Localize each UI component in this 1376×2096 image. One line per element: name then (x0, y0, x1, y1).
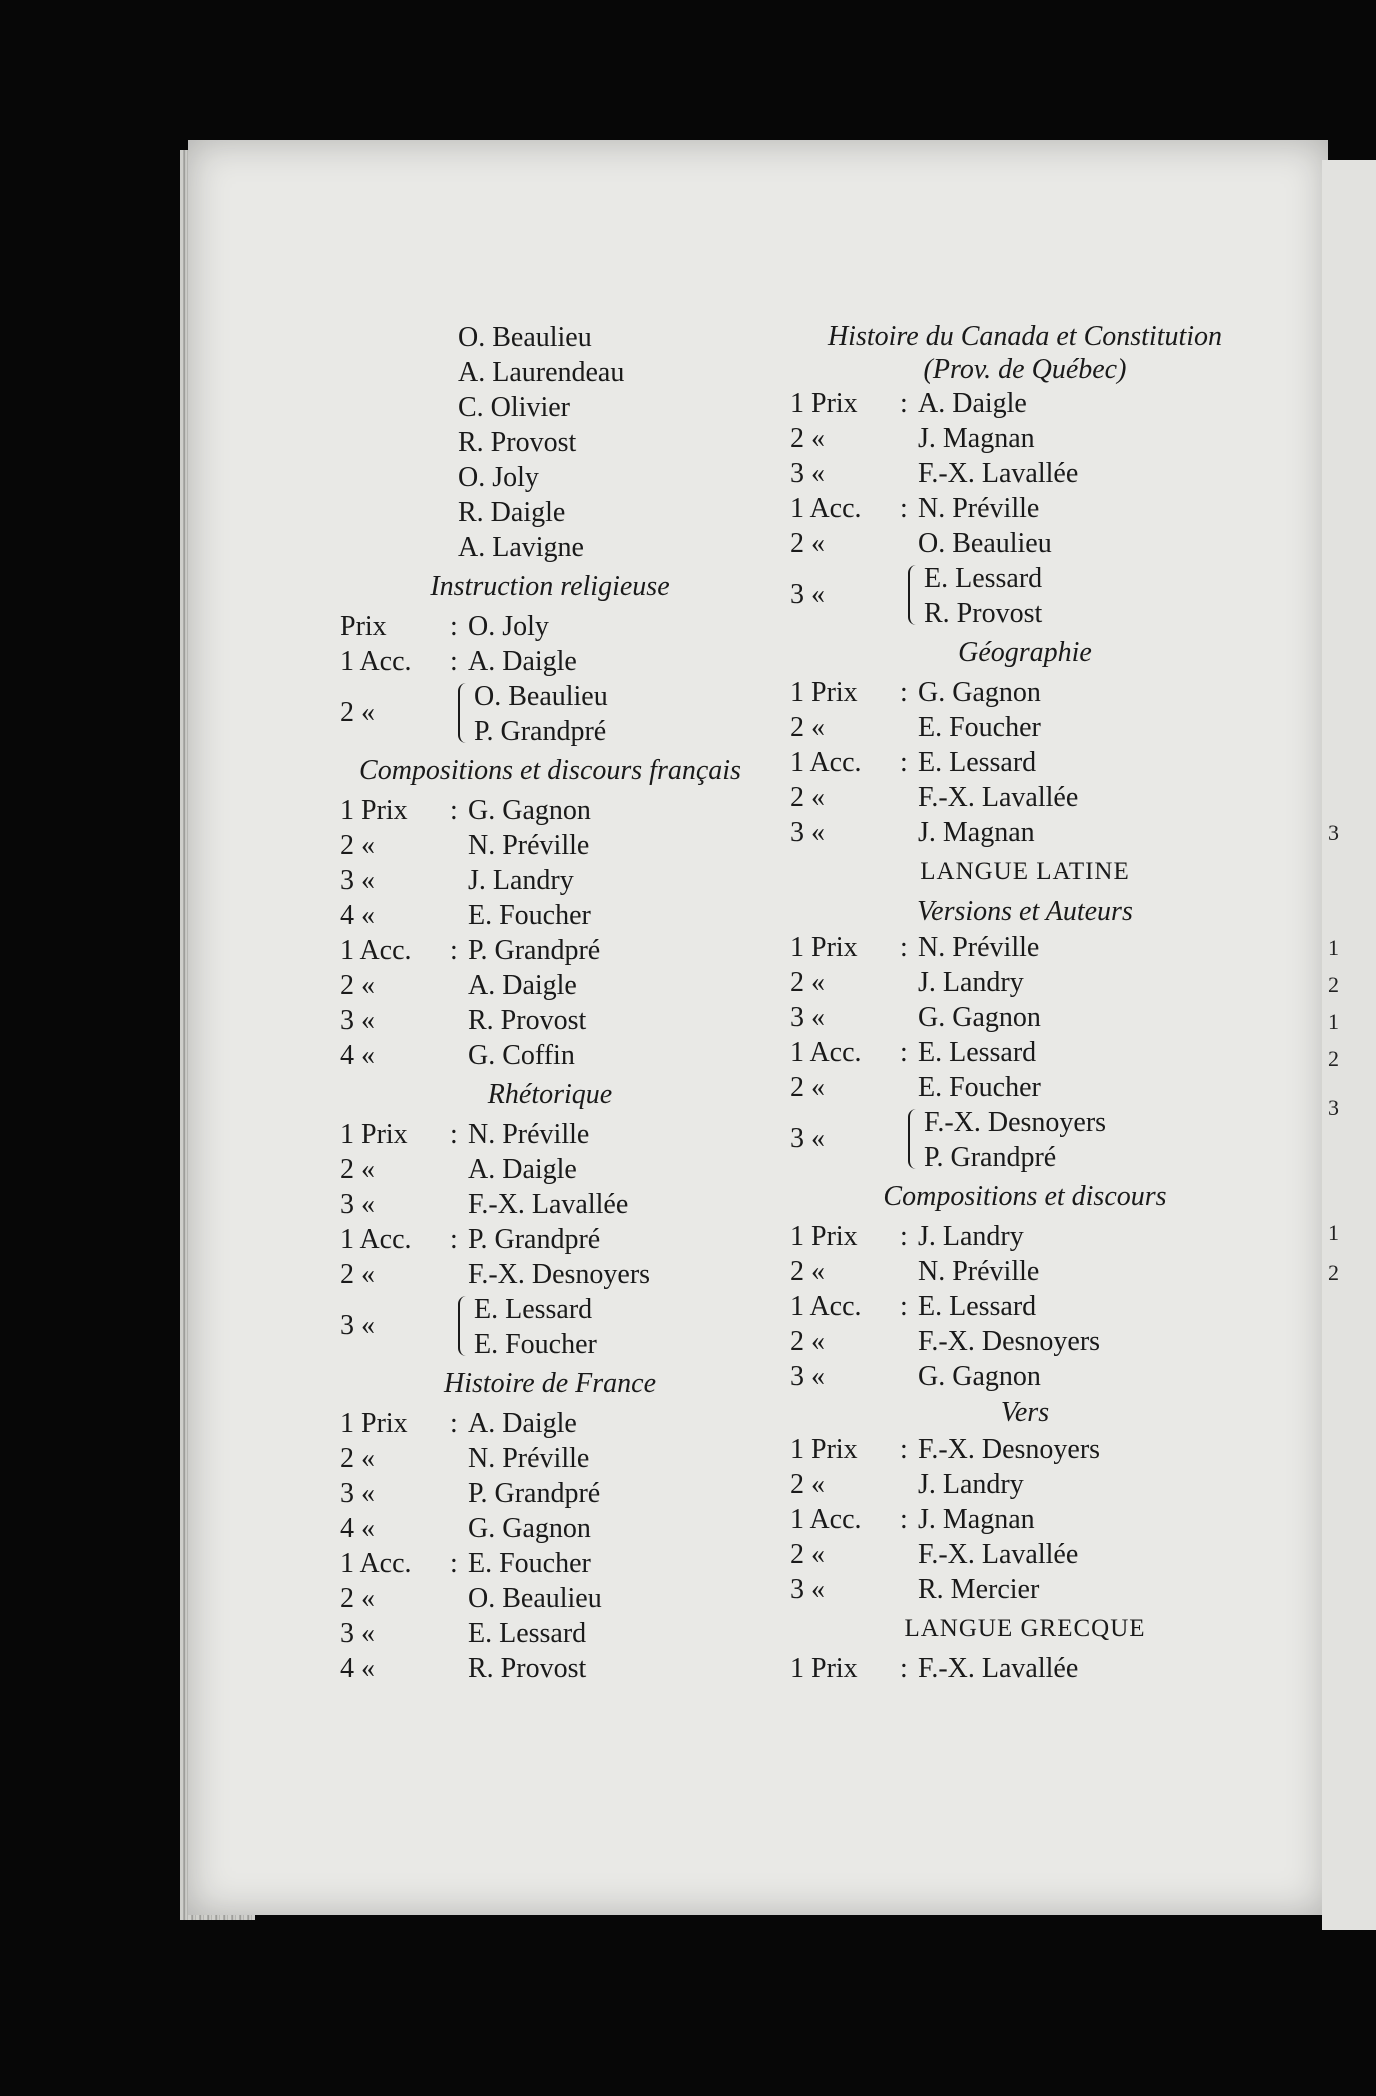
rank-label: 4 « (340, 1653, 375, 1684)
rank-label: 1 Prix (790, 1653, 858, 1684)
result-row (790, 745, 1260, 780)
student-name: E. Lessard (918, 1037, 1037, 1068)
student-name: F.-X. Lavallée (918, 782, 1079, 813)
rank-label: 3 « (790, 1123, 825, 1154)
result-row (790, 421, 1260, 456)
rank-label: 2 « (790, 782, 825, 813)
rank-label: 2 « (340, 1154, 375, 1185)
rank-label: 2 « (340, 1583, 375, 1614)
rank-label: 1 Acc. (340, 1224, 412, 1255)
student-name: F.-X. Lavallée (918, 458, 1079, 489)
student-name: E. Lessard (918, 747, 1037, 778)
student-name: F.-X. Desnoyers (918, 1434, 1101, 1465)
result-row (790, 491, 1260, 526)
list-item: R. Provost (458, 427, 577, 458)
result-row (340, 1546, 760, 1581)
rank-label: 1 Prix (790, 932, 858, 963)
student-name: E. Lessard (924, 563, 1043, 594)
tied-result (790, 1105, 1260, 1175)
student-name: E. Foucher (474, 1329, 597, 1360)
rank-label: 1 Prix (790, 388, 858, 419)
rank-label: 1 Prix (340, 795, 408, 826)
rank-label: 4 « (340, 1040, 375, 1071)
section-title: Instruction religieuse (430, 571, 670, 602)
rank-label: 2 « (340, 697, 375, 728)
brace (908, 565, 920, 625)
separator: : (900, 388, 908, 419)
student-name: A. Daigle (468, 1408, 577, 1439)
result-row (790, 1572, 1260, 1607)
rank-label: 1 Prix (340, 1119, 408, 1150)
rank-label: 1 Prix (340, 1408, 408, 1439)
results-list (790, 1219, 1260, 1394)
rank-label: 2 « (790, 1256, 825, 1287)
rank-label: 2 « (790, 1326, 825, 1357)
edge-number: 2 (1328, 972, 1339, 997)
student-name: F.-X. Lavallée (468, 1189, 629, 1220)
section-title: Histoire de France (443, 1368, 657, 1399)
student-name: G. Gagnon (918, 677, 1041, 708)
result-row (340, 1651, 760, 1686)
separator: : (900, 1504, 908, 1535)
rank-label: 3 « (340, 1310, 375, 1341)
result-row (790, 386, 1260, 421)
list-item: O. Beaulieu (458, 322, 592, 353)
rank-label: 2 « (790, 1539, 825, 1570)
separator: : (450, 1548, 458, 1579)
student-name: J. Landry (918, 1221, 1024, 1252)
separator: : (900, 677, 908, 708)
separator: : (450, 935, 458, 966)
rank-label: 1 Acc. (790, 1291, 862, 1322)
section-subtitle: (Prov. de Québec) (923, 354, 1127, 385)
results-list (790, 1432, 1260, 1607)
rank-label: 2 « (790, 528, 825, 559)
student-name: J. Landry (918, 1469, 1024, 1500)
student-name: G. Coffin (468, 1040, 575, 1071)
result-row (790, 1254, 1260, 1289)
result-row (340, 1187, 760, 1222)
tied-names (924, 561, 1042, 631)
student-name: G. Gagnon (468, 795, 591, 826)
rank-label: 1 Prix (790, 1434, 858, 1465)
student-name: N. Préville (468, 1119, 590, 1150)
result-row (340, 1038, 760, 1073)
result-row (340, 1152, 760, 1187)
rank-label: 3 « (340, 865, 375, 896)
edge-number: 1 (1328, 1220, 1339, 1245)
student-name: N. Préville (918, 932, 1040, 963)
results-list (790, 675, 1260, 850)
left-column (340, 320, 760, 1686)
result-row (790, 1035, 1260, 1070)
result-row (790, 456, 1260, 491)
result-row (340, 1222, 760, 1257)
student-name: E. Lessard (468, 1618, 587, 1649)
left-sections (340, 565, 760, 1686)
result-row (340, 1441, 760, 1476)
result-row (340, 1003, 760, 1038)
name-list (458, 320, 760, 565)
student-name: G. Gagnon (918, 1002, 1041, 1033)
rank-label: 1 Acc. (790, 747, 862, 778)
result-row (340, 863, 760, 898)
list-item: A. Lavigne (458, 532, 584, 563)
student-name: N. Préville (468, 830, 590, 861)
list-item: O. Joly (458, 462, 539, 493)
rank-label: 1 Acc. (340, 935, 412, 966)
rank-label: 2 « (790, 712, 825, 743)
tied-names (474, 679, 608, 749)
separator: : (450, 1119, 458, 1150)
student-name: O. Beaulieu (474, 681, 608, 712)
rank-label: 1 Acc. (790, 1037, 862, 1068)
separator: : (900, 1037, 908, 1068)
student-name: J. Magnan (918, 817, 1035, 848)
brace (458, 683, 470, 743)
rank-label: 1 Prix (790, 677, 858, 708)
separator: : (450, 611, 458, 642)
rank-label: 1 Acc. (340, 1548, 412, 1579)
rank-label: 2 « (340, 1443, 375, 1474)
section-title: LANGUE LATINE (920, 858, 1130, 885)
result-row (340, 609, 760, 644)
rank-label: 3 « (790, 458, 825, 489)
rank-label: 2 « (790, 967, 825, 998)
separator: : (900, 1653, 908, 1684)
edge-number: 1 (1328, 935, 1339, 960)
rank-label: Prix (340, 611, 387, 642)
result-row (340, 644, 760, 679)
results-list (790, 1651, 1260, 1686)
rank-label: 2 « (340, 830, 375, 861)
student-name: N. Préville (468, 1443, 590, 1474)
list-item: R. Daigle (458, 497, 566, 528)
student-name: R. Mercier (918, 1574, 1040, 1605)
list-item: C. Olivier (458, 392, 570, 423)
section-title: LANGUE GRECQUE (904, 1615, 1146, 1642)
result-row (340, 1406, 760, 1441)
rank-label: 3 « (790, 817, 825, 848)
result-row (790, 526, 1260, 561)
separator: : (450, 1408, 458, 1439)
student-name: R. Provost (468, 1005, 587, 1036)
student-name: P. Grandpré (468, 1224, 601, 1255)
student-name: E. Foucher (468, 900, 591, 931)
result-row (790, 1467, 1260, 1502)
section-title: Compositions et discours français (359, 755, 741, 786)
section-title: Compositions et discours (883, 1181, 1167, 1212)
student-name: O. Beaulieu (468, 1583, 602, 1614)
student-name: F.-X. Desnoyers (924, 1107, 1107, 1138)
facing-page-edge (1322, 160, 1376, 1930)
student-name: E. Foucher (918, 1072, 1041, 1103)
student-name: F.-X. Lavallée (918, 1653, 1079, 1684)
edge-number: 2 (1328, 1260, 1339, 1285)
rank-label: 1 Acc. (790, 493, 862, 524)
student-name: F.-X. Desnoyers (468, 1259, 651, 1290)
result-row (790, 1537, 1260, 1572)
section-title: Géographie (958, 637, 1092, 668)
rank-label: 3 « (790, 579, 825, 610)
student-name: N. Préville (918, 1256, 1040, 1287)
separator: : (450, 795, 458, 826)
result-row (340, 968, 760, 1003)
rank-label: 3 « (340, 1189, 375, 1220)
rank-label: 2 « (790, 1469, 825, 1500)
student-name: E. Lessard (474, 1294, 593, 1325)
student-name: A. Daigle (918, 388, 1027, 419)
rank-label: 3 « (340, 1478, 375, 1509)
section-title: Rhétorique (487, 1079, 613, 1110)
student-name: J. Magnan (918, 1504, 1035, 1535)
student-name: J. Landry (918, 967, 1024, 998)
tied-result (340, 1292, 760, 1362)
section-title: Vers (1000, 1397, 1050, 1428)
result-row (340, 898, 760, 933)
result-row (340, 1581, 760, 1616)
student-name: E. Foucher (468, 1548, 591, 1579)
separator: : (900, 932, 908, 963)
result-row (340, 793, 760, 828)
student-name: J. Magnan (918, 423, 1035, 454)
results-list (790, 386, 1260, 631)
result-row (790, 930, 1260, 965)
student-name: A. Daigle (468, 1154, 577, 1185)
student-name: A. Daigle (468, 646, 577, 677)
student-name: E. Foucher (918, 712, 1041, 743)
student-name: F.-X. Lavallée (918, 1539, 1079, 1570)
result-row (340, 828, 760, 863)
result-row (340, 1257, 760, 1292)
result-row (790, 780, 1260, 815)
brace (458, 1296, 470, 1356)
rank-label: 3 « (790, 1002, 825, 1033)
result-row (790, 815, 1260, 850)
tied-names (474, 1292, 597, 1362)
result-row (790, 675, 1260, 710)
rank-label: 4 « (340, 900, 375, 931)
separator: : (900, 1434, 908, 1465)
separator: : (900, 747, 908, 778)
rank-label: 2 « (340, 1259, 375, 1290)
result-row (340, 1476, 760, 1511)
rank-label: 3 « (340, 1005, 375, 1036)
tied-result (790, 561, 1260, 631)
result-row (790, 710, 1260, 745)
result-row (790, 1651, 1260, 1686)
result-row (340, 933, 760, 968)
edge-number: 3 (1328, 820, 1339, 845)
result-row (340, 1511, 760, 1546)
student-name: O. Joly (468, 611, 549, 642)
separator: : (900, 1291, 908, 1322)
edge-number: 3 (1328, 1095, 1339, 1120)
rank-label: 4 « (340, 1513, 375, 1544)
student-name: E. Lessard (918, 1291, 1037, 1322)
edge-number: 1 (1328, 1009, 1339, 1034)
result-row (790, 1219, 1260, 1254)
section-title: Versions et Auteurs (917, 896, 1133, 927)
separator: : (900, 493, 908, 524)
student-name: F.-X. Desnoyers (918, 1326, 1101, 1357)
section-title: Histoire du Canada et Constitution (827, 321, 1223, 352)
separator: : (450, 1224, 458, 1255)
student-name: R. Provost (468, 1653, 587, 1684)
student-name: O. Beaulieu (918, 528, 1052, 559)
separator: : (900, 1221, 908, 1252)
student-name: P. Grandpré (924, 1142, 1057, 1173)
rank-label: 3 « (790, 1574, 825, 1605)
result-row (790, 1502, 1260, 1537)
right-column (790, 320, 1260, 1686)
results-list (790, 930, 1260, 1175)
result-row (790, 1000, 1260, 1035)
student-name: A. Daigle (468, 970, 577, 1001)
result-row (790, 1289, 1260, 1324)
list-item: A. Laurendeau (458, 357, 625, 388)
student-name: G. Gagnon (468, 1513, 591, 1544)
rank-label: 1 Prix (790, 1221, 858, 1252)
rank-label: 1 Acc. (340, 646, 412, 677)
rank-label: 3 « (340, 1618, 375, 1649)
student-name: P. Grandpré (468, 935, 601, 966)
tied-result (340, 679, 760, 749)
tied-names (924, 1105, 1106, 1175)
rank-label: 3 « (790, 1361, 825, 1392)
result-row (790, 1070, 1260, 1105)
rank-label: 1 Acc. (790, 1504, 862, 1535)
rank-label: 2 « (790, 423, 825, 454)
student-name: P. Grandpré (474, 716, 607, 747)
student-name: G. Gagnon (918, 1361, 1041, 1392)
result-row (790, 1359, 1260, 1394)
result-row (790, 1324, 1260, 1359)
student-name: P. Grandpré (468, 1478, 601, 1509)
separator: : (450, 646, 458, 677)
rank-label: 2 « (340, 970, 375, 1001)
brace (908, 1109, 920, 1169)
rank-label: 2 « (790, 1072, 825, 1103)
edge-number: 2 (1328, 1046, 1339, 1071)
student-name: N. Préville (918, 493, 1040, 524)
result-row (340, 1117, 760, 1152)
result-row (340, 1616, 760, 1651)
result-row (790, 965, 1260, 1000)
result-row (790, 1432, 1260, 1467)
student-name: J. Landry (468, 865, 574, 896)
student-name: R. Provost (924, 598, 1043, 629)
